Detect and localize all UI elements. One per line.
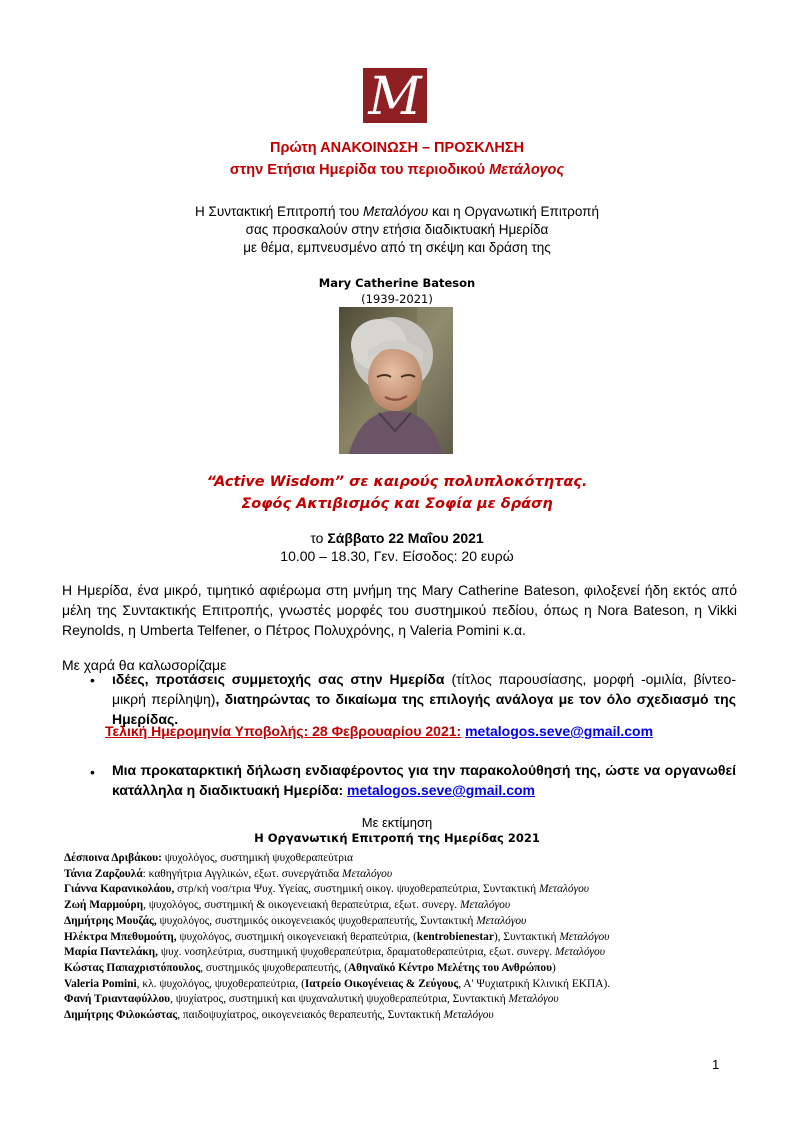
committee-member: Δημήτρης Μουζάς, ψυχολόγος, συστημικός οικογενειακός ψυχοθεραπευτής, Συντακτική Μεταλόγου xyxy=(64,914,527,927)
closing-regards: Με εκτίμηση xyxy=(361,815,433,830)
committee-member: Δημήτρης Φιλοκώστας, παιδοψυχίατρος, οικογενειακός θεραπευτής, Συντακτική Μεταλόγου xyxy=(64,1009,494,1022)
committee-member: Μαρία Παντελάκη, ψυχ. νοσηλεύτρια, συστημική ψυχοθεραπεύτρια, δραματοθεραπεύτρια, εξωτ. συνεργ. Μεταλόγου xyxy=(64,946,605,959)
honoree-name: Mary Catherine Bateson xyxy=(318,276,476,290)
committee-member: Valeria Pomini, κλ. ψυχολόγος, ψυχοθεραπεύτρια, (Ιατρείο Οικογένειας & Ζεύγους, Α' Ψυχιατρική Κλινική ΕΚΠΑ). xyxy=(64,977,611,990)
heading-journal-name: Μετάλογος xyxy=(489,162,565,178)
committee-members-list xyxy=(64,851,744,1024)
intro-line-1-suffix: και η Οργανωτική Επιτροπή xyxy=(428,204,599,219)
bullet-2-body: Μια προκαταρκτική δήλωση ενδιαφέροντος για την παρακολούθησή της, ώστε να οργανωθεί κατάλληλα η διαδικτυακή Ημερίδα: xyxy=(112,762,736,798)
bullet-2-text xyxy=(112,760,736,800)
metalogos-logo xyxy=(363,66,427,127)
committee-member: Φανή Τριανταφύλλου, ψυχίατρος, συστημική και ψυχαναλυτική ψυχοθεραπεύτρια, Συντακτική Μεταλόγου xyxy=(64,993,559,1006)
submission-deadline xyxy=(105,723,653,739)
committee-member: Δέσποινα Δριβάκου: ψυχολόγος, συστημική ψυχοθεραπεύτρια xyxy=(64,852,353,864)
page-number: 1 xyxy=(712,1057,720,1072)
theme-line-2: Σοφός Ακτιβισμός και Σοφία με δράση xyxy=(241,496,553,512)
committee-member: Κώστας Παπαχριστόπουλος, συστημικός ψυχοθεραπευτής, (Αθηναϊκό Κέντρο Μελέτης του Ανθρώπου) xyxy=(64,961,556,974)
event-date xyxy=(0,530,794,546)
committee-member: Γιάννα Καρανικολάου, στρ/κή νοσ/τρια Ψυχ. Υγείας, συστημική οικογ. ψυχοθεραπεύτρια, Συντακτική Μεταλόγου xyxy=(64,883,590,896)
honoree-portrait-photo xyxy=(339,307,453,454)
deadline-email-link[interactable]: metalogos.seve@gmail.com xyxy=(465,723,654,739)
bullet-1-end: . xyxy=(174,711,179,727)
logo-letter: M xyxy=(368,66,422,127)
committee-member: Τάνια Ζαρζουλά: καθηγήτρια Αγγλικών, εξωτ. συνεργάτιδα Μεταλόγου xyxy=(64,867,393,880)
bullet-1-bold-2: , διατηρώντας το δικαίωμα της επιλογής ανάλογα με τον όλο σχεδιασμό της Ημερίδας xyxy=(112,691,736,727)
bullet-1-bold-1: ιδέες, προτάσεις συμμετοχής σας στην Ημερίδα xyxy=(112,671,445,687)
committee-title: Η Οργανωτική Επιτροπή της Ημερίδας 2021 xyxy=(254,831,540,845)
theme-line-1: “Active Wisdom” σε καιρούς πολυπλοκότητας. xyxy=(206,474,588,490)
intro-journal-name: Μεταλόγου xyxy=(363,204,429,219)
intro-line-1-prefix: Η Συντακτική Επιτροπή του xyxy=(195,204,364,219)
portrait-illustration xyxy=(339,307,453,454)
deadline-label: Τελική Ημερομηνία Υποβολής: 28 Φεβρουαρίου 2021: xyxy=(105,723,462,739)
event-date-value: Σάββατο 22 Μαΐου 2021 xyxy=(327,530,484,546)
bullet-1-text xyxy=(112,669,736,729)
intro-line-2: σας προσκαλούν στην ετήσια διαδικτυακή Ημερίδα xyxy=(245,222,549,237)
intro-line-3: με θέμα, εμπνευσμένο από τη σκέψη και δράση της xyxy=(243,240,551,255)
heading-line-1: Πρώτη ΑΝΑΚΟΙΝΩΣΗ – ΠΡΟΣΚΛΗΣΗ xyxy=(270,140,524,156)
bullet-1-normal: (τίτλος παρουσίασης, μορφή -ομιλία, βίντεο- μικρή περίληψη) xyxy=(112,671,736,707)
honoree-years: (1939-2021) xyxy=(361,292,433,306)
event-time-fee: 10.00 – 18.30, Γεν. Είσοδος: 20 ευρώ xyxy=(280,548,514,564)
welcome-text: Με χαρά θα καλωσορίζαμε xyxy=(62,657,227,673)
interest-email-link[interactable]: metalogos.seve@gmail.com xyxy=(347,782,535,798)
event-date-prefix: το xyxy=(310,530,328,546)
description-paragraph: Η Ημερίδα, ένα μικρό, τιμητικό αφιέρωμα στη μνήμη της Mary Catherine Bateson, φιλοξενεί ήδη εκτός από μέλη της Συντακτικής Επιτροπής, γνωστές μορφές του συστημικού πεδίου, όπως η Nora Bateson, η Vikki Reynolds, η Umberta Telfener, ο Πέτρος Πολυχρόνης, η Valeria Pomini κ.α. xyxy=(62,582,737,638)
bullet-1-dot: • xyxy=(90,672,95,688)
heading-line-2-text: στην Ετήσια Ημερίδα του περιοδικού xyxy=(229,162,490,178)
heading-line-2 xyxy=(0,162,794,178)
committee-member: Ζωή Μαρμούρη, ψυχολόγος, συστημική & οικογενειακή θεραπεύτρια, εξωτ. συνεργ. Μεταλόγου xyxy=(64,899,511,912)
bullet-2-dot: • xyxy=(90,764,95,780)
intro-line-1 xyxy=(0,204,794,219)
committee-member: Ηλέκτρα Μπεθυμούτη, ψυχολόγος, συστημική οικογενειακή θεραπεύτρια, (kentrobienestar), Συντακτική Μεταλόγου xyxy=(64,930,610,943)
